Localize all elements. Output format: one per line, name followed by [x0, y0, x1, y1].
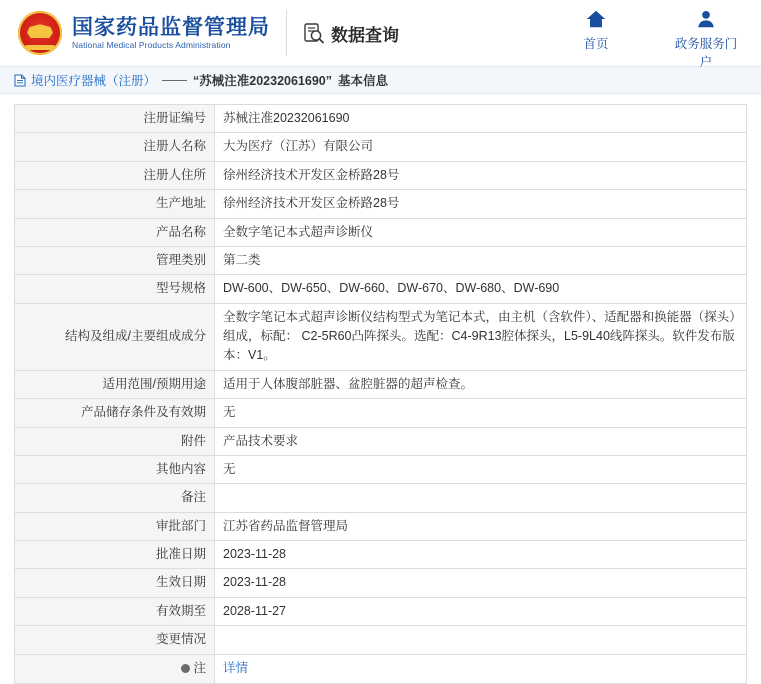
table-row-value: 2023-11-28 [215, 569, 747, 597]
table-row [15, 370, 747, 398]
table-row-value [215, 484, 747, 512]
table-row-value: 第二类 [215, 246, 747, 274]
table-row [15, 105, 747, 133]
table-row-key: 型号规格 [15, 275, 215, 303]
table-row-key: 附件 [15, 427, 215, 455]
table-row [15, 133, 747, 161]
table-row-value: 全数字笔记本式超声诊断仪结构型式为笔记本式，由主机（含软件）、适配器和换能器（探头）组成，标配： C2-5R60凸阵探头。选配：C4-9R13腔体探头，L5-9L40线阵探头。软件发布版本：V1。 [215, 303, 747, 370]
table-row-key: 结构及组成/主要组成成分 [15, 303, 215, 370]
table-row-value: 徐州经济技术开发区金桥路28号 [215, 161, 747, 189]
table-row [15, 427, 747, 455]
document-icon [14, 74, 26, 87]
table-row-value: 大为医疗（江苏）有限公司 [215, 133, 747, 161]
table-row-key-note [15, 654, 215, 684]
note-dot-icon [181, 664, 190, 673]
table-row [15, 399, 747, 427]
table-row-value: 2028-11-27 [215, 597, 747, 625]
table-row [15, 484, 747, 512]
table-row-value: 适用于人体腹部脏器、盆腔脏器的超声检查。 [215, 370, 747, 398]
table-row-note [15, 654, 747, 684]
breadcrumb-current: 基本信息 [338, 74, 389, 88]
table-row-key: 生效日期 [15, 569, 215, 597]
table-row [15, 541, 747, 569]
table-row-key: 注册证编号 [15, 105, 215, 133]
table-row-value: 2023-11-28 [215, 541, 747, 569]
table-row-value: 徐州经济技术开发区金桥路28号 [215, 190, 747, 218]
org-name-en: National Medical Products Administration [72, 40, 231, 51]
table-row-key: 有效期至 [15, 597, 215, 625]
table-row-value: 产品技术要求 [215, 427, 747, 455]
user-portal-icon [695, 8, 717, 30]
header-nav [559, 8, 743, 70]
table-row [15, 569, 747, 597]
table-row [15, 512, 747, 540]
table-row-key: 适用范围/预期用途 [15, 370, 215, 398]
organization-name [72, 10, 287, 56]
table-row-key: 管理类别 [15, 246, 215, 274]
table-row-key: 审批部门 [15, 512, 215, 540]
table-row-key: 变更情况 [15, 626, 215, 654]
table-row-key: 注册人名称 [15, 133, 215, 161]
table-row [15, 246, 747, 274]
nav-item-portal[interactable] [669, 8, 743, 70]
breadcrumb [0, 66, 761, 94]
table-row-value: 无 [215, 455, 747, 483]
table-row-value: 无 [215, 399, 747, 427]
magnifier-document-icon [303, 22, 325, 44]
table-row [15, 190, 747, 218]
info-table-wrap [0, 94, 761, 684]
table-row-key: 批准日期 [15, 541, 215, 569]
table-row [15, 455, 747, 483]
table-row-value: DW-600、DW-650、DW-660、DW-670、DW-680、DW-690 [215, 275, 747, 303]
table-row [15, 626, 747, 654]
table-row-value [215, 626, 747, 654]
table-row-value: 江苏省药品监督管理局 [215, 512, 747, 540]
registration-info-table [14, 104, 747, 684]
breadcrumb-record-no: “苏械注准20232061690” [193, 74, 332, 88]
nav-item-home[interactable] [559, 8, 633, 70]
table-row-key: 其他内容 [15, 455, 215, 483]
table-row [15, 597, 747, 625]
table-row-value: 全数字笔记本式超声诊断仪 [215, 218, 747, 246]
table-row [15, 303, 747, 370]
nav-label-portal: 政务服务门户 [674, 37, 738, 69]
detail-link[interactable]: 详情 [223, 661, 249, 676]
nav-label-home: 首页 [583, 37, 609, 51]
table-row-value-note [215, 654, 747, 684]
table-row-key: 产品储存条件及有效期 [15, 399, 215, 427]
table-row-key: 注册人住所 [15, 161, 215, 189]
site-name [303, 21, 399, 46]
org-name-cn: 国家药品监督管理局 [72, 15, 270, 40]
breadcrumb-link[interactable]: 境内医疗器械（注册） [31, 74, 157, 88]
home-icon [585, 8, 607, 30]
site-header [0, 0, 761, 69]
table-row-key: 生产地址 [15, 190, 215, 218]
table-row-key: 产品名称 [15, 218, 215, 246]
table-row-key: 备注 [15, 484, 215, 512]
site-title: 数据查询 [331, 25, 399, 45]
table-row [15, 275, 747, 303]
table-row [15, 218, 747, 246]
note-key-label: 注 [193, 660, 206, 675]
breadcrumb-separator: —— [162, 73, 188, 87]
national-emblem-icon [18, 11, 62, 55]
table-row-value: 苏械注准20232061690 [215, 105, 747, 133]
table-row [15, 161, 747, 189]
